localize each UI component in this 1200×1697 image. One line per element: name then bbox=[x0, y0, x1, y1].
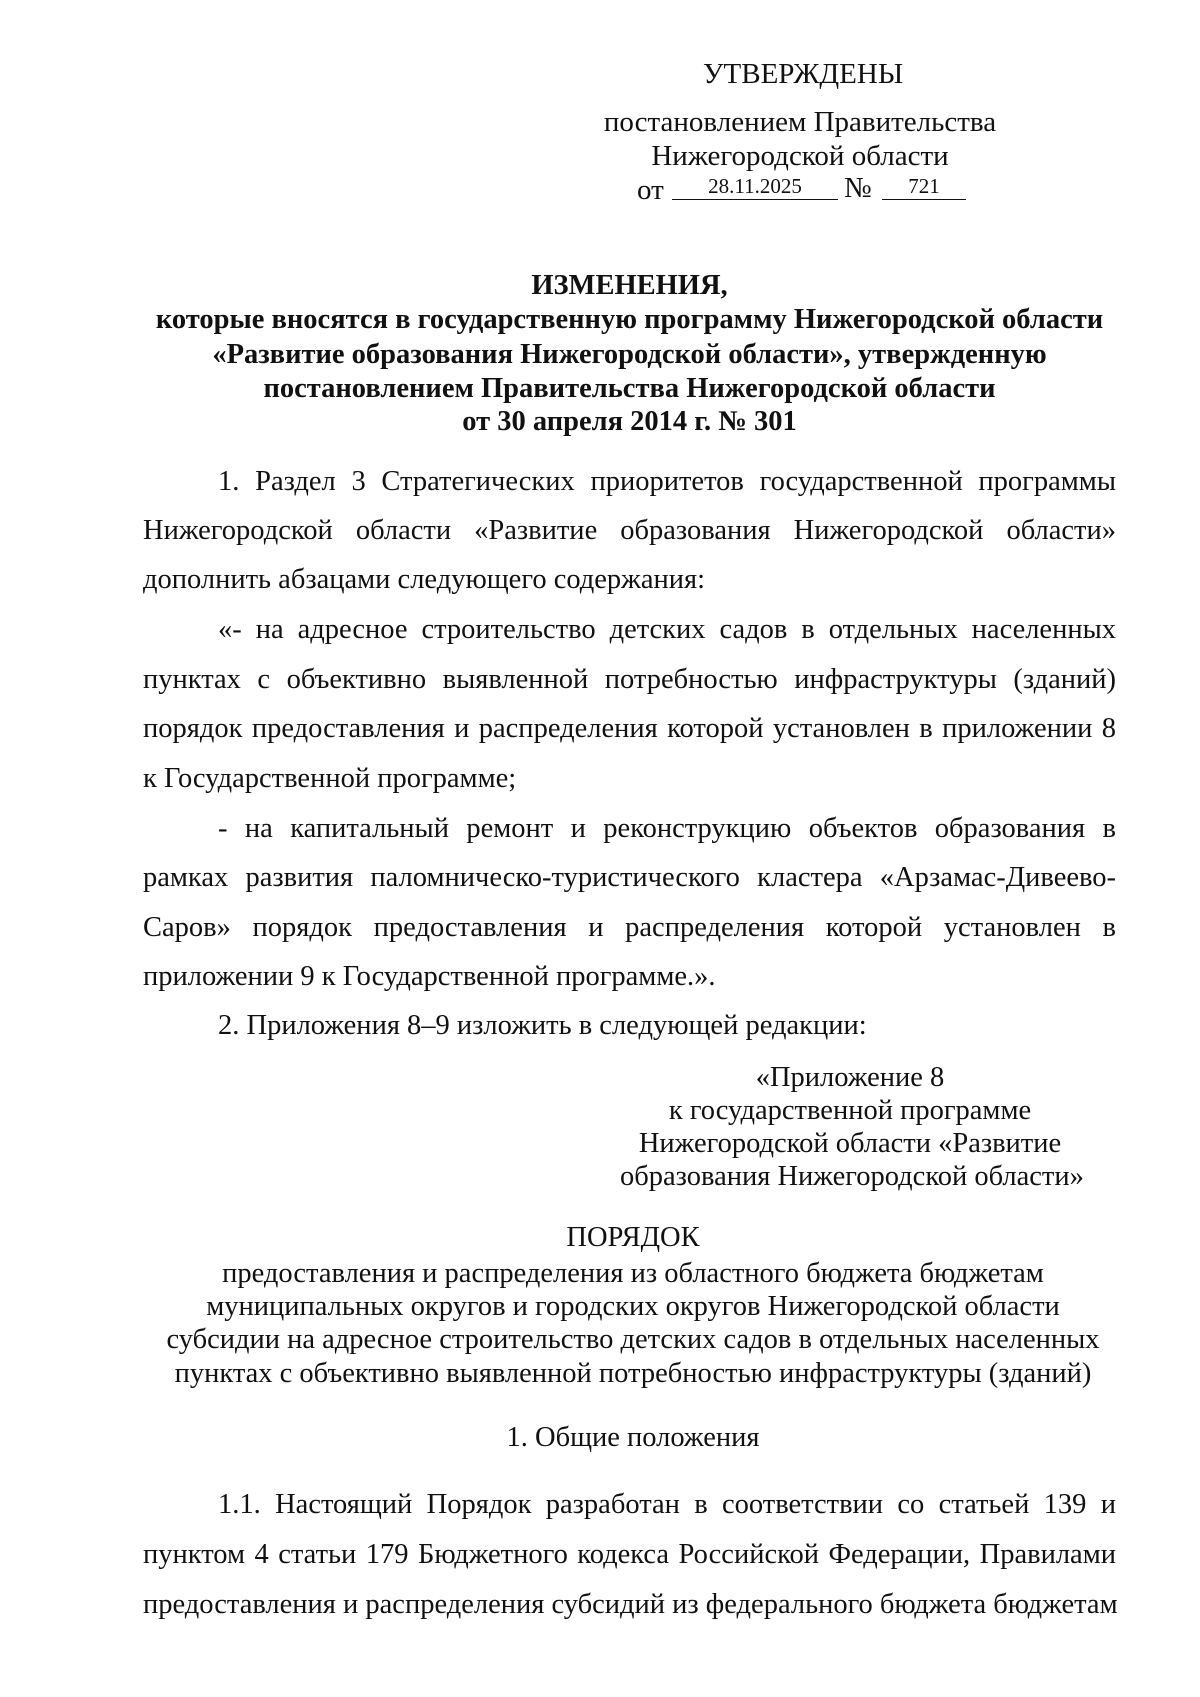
order-line-3: субсидии на адресное строительство детских садов в отдельных населенных bbox=[166, 1324, 1100, 1355]
paragraph-3-line-1: - на капитальный ремонт и реконструкцию объектов образования в bbox=[218, 813, 1116, 844]
approval-number-label: № bbox=[844, 172, 872, 204]
order-line-2: муниципальных округов и городских округов Нижегородской области bbox=[206, 1291, 1060, 1322]
approval-title: УТВЕРЖДЕНЫ bbox=[703, 58, 904, 90]
paragraph-1-line-1: 1. Раздел 3 Стратегических приоритетов государственной программы bbox=[218, 466, 1116, 497]
order-line-1: предоставления и распределения из областного бюджета бюджетам bbox=[222, 1258, 1044, 1289]
paragraph-4: 2. Приложения 8–9 изложить в следующей редакции: bbox=[218, 1010, 867, 1041]
approval-from-label: от bbox=[637, 174, 664, 206]
paragraph-1-line-3: дополнить абзацами следующего содержания: bbox=[143, 564, 706, 595]
section-1-paragraph-line-2: пунктом 4 статьи 179 Бюджетного кодекса Российской Федерации, Правилами bbox=[143, 1539, 1116, 1570]
order-line-4: пунктах с объективно выявленной потребностью инфраструктуры (зданий) bbox=[174, 1358, 1092, 1389]
section-1-paragraph-line-3: предоставления и распределения субсидий из федерального бюджета бюджетам bbox=[143, 1589, 1118, 1620]
approval-number-underline bbox=[882, 199, 966, 200]
changes-line-4: от 30 апреля 2014 г. № 301 bbox=[462, 406, 797, 437]
order-title: ПОРЯДОК bbox=[566, 1222, 700, 1253]
changes-line-1: которые вносятся в государственную программу Нижегородской области bbox=[155, 304, 1104, 335]
appendix-line-1: «Приложение 8 bbox=[755, 1062, 945, 1093]
section-1-heading: 1. Общие положения bbox=[506, 1422, 760, 1453]
approval-number: 721 bbox=[908, 174, 940, 198]
approval-line-1: постановлением Правительства bbox=[603, 106, 997, 138]
appendix-line-3: Нижегородской области «Развитие bbox=[638, 1128, 1062, 1159]
changes-line-2: «Развитие образования Нижегородской области», утвержденную bbox=[212, 339, 1047, 370]
approval-date-underline bbox=[672, 199, 838, 200]
paragraph-1-line-2: Нижегородской области «Развитие образования Нижегородской области» bbox=[143, 515, 1116, 546]
approval-line-2: Нижегородской области bbox=[651, 140, 949, 172]
paragraph-2-line-3: порядок предоставления и распределения которой установлен в приложении 8 bbox=[143, 713, 1116, 744]
changes-line-3: постановлением Правительства Нижегородской области bbox=[263, 373, 996, 404]
paragraph-3-line-4: приложении 9 к Государственной программе.». bbox=[143, 961, 716, 992]
paragraph-2-line-4: к Государственной программе; bbox=[143, 763, 517, 794]
paragraph-2-line-1: «- на адресное строительство детских садов в отдельных населенных bbox=[218, 614, 1116, 645]
appendix-line-2: к государственной программе bbox=[668, 1095, 1032, 1126]
changes-title: ИЗМЕНЕНИЯ, bbox=[531, 270, 728, 301]
paragraph-3-line-2: рамках развития паломническо-туристического кластера «Арзамас-Дивеево- bbox=[143, 862, 1116, 893]
paragraph-2-line-2: пунктах с объективно выявленной потребностью инфраструктуры (зданий) bbox=[143, 664, 1116, 695]
appendix-line-4: образования Нижегородской области» bbox=[620, 1161, 1084, 1192]
section-1-paragraph-line-1: 1.1. Настоящий Порядок разработан в соответствии со статьей 139 и bbox=[218, 1489, 1116, 1520]
paragraph-3-line-3: Саров» порядок предоставления и распределения которой установлен в bbox=[143, 912, 1116, 943]
approval-date: 28.11.2025 bbox=[708, 174, 802, 198]
